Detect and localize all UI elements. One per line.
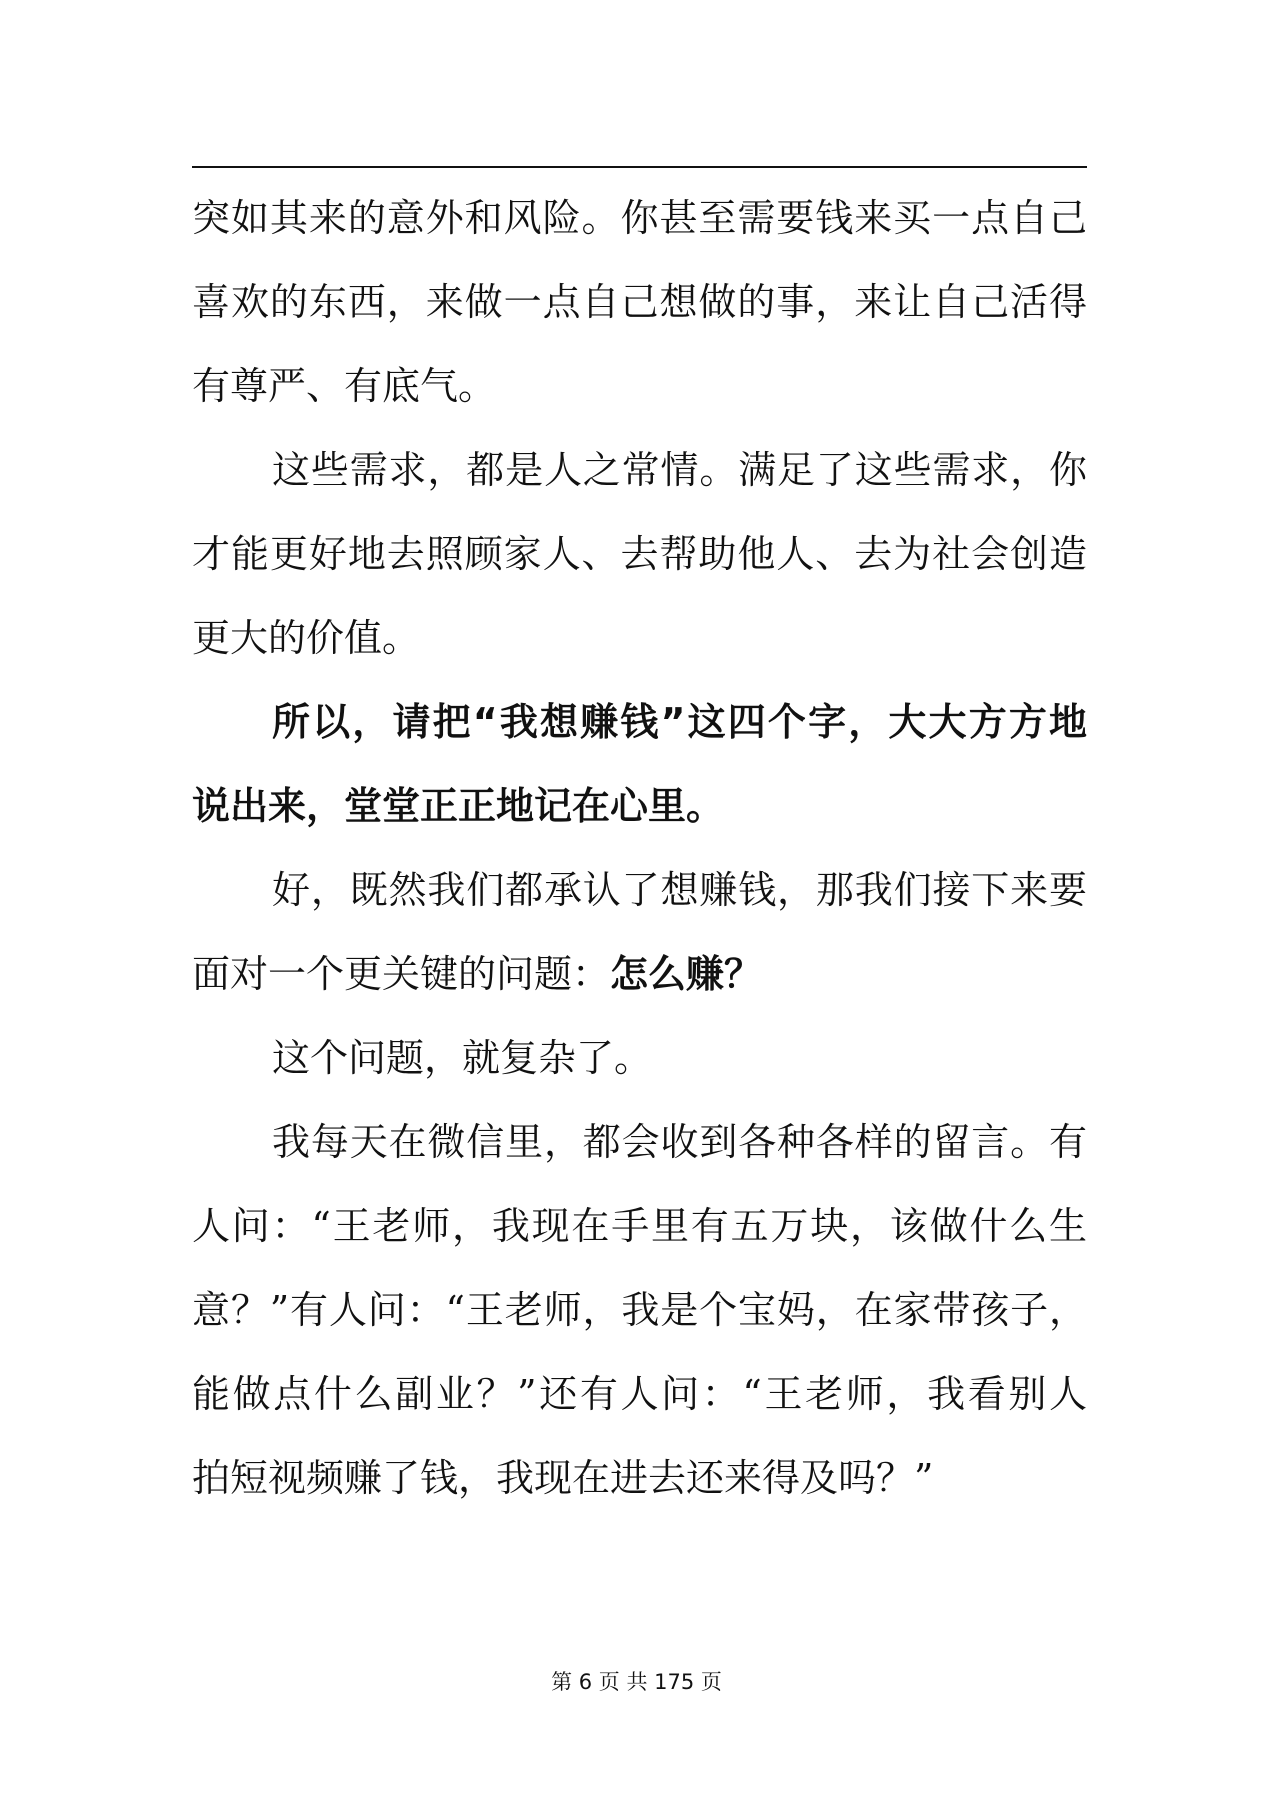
header-rule — [192, 166, 1087, 168]
text-line: 喜欢的东西，来做一点自己想做的事，来让自己活得 — [192, 280, 1087, 324]
page-footer: 第 6 页 共 175 页 — [551, 1670, 722, 1694]
text-line: 我每天在微信里，都会收到各种各样的留言。有 — [272, 1120, 1087, 1164]
text-line: 更大的价值。 — [192, 616, 421, 660]
text-line: 这些需求，都是人之常情。满足了这些需求，你 — [272, 448, 1087, 492]
text-line: 好，既然我们都承认了想赚钱，那我们接下来要 — [272, 868, 1087, 912]
emphasis-question: 怎么赚？ — [610, 952, 763, 996]
text-line: 意？”有人问：“王老师，我是个宝妈，在家带孩子， — [192, 1288, 1087, 1332]
bold-text-line: 所以，请把“我想赚钱”这四个字，大大方方地 — [272, 700, 1087, 744]
text-line: 这个问题，就复杂了。 — [272, 1036, 653, 1080]
body-text — [192, 176, 1087, 1520]
text-line: 人问：“王老师，我现在手里有五万块，该做什么生 — [192, 1204, 1087, 1248]
text-line-with-emphasis — [192, 932, 1087, 1016]
text-line: 有尊严、有底气。 — [192, 364, 497, 408]
text-line: 拍短视频赚了钱，我现在进去还来得及吗？” — [192, 1456, 934, 1500]
text-line: 能做点什么副业？”还有人问：“王老师，我看别人 — [192, 1372, 1087, 1416]
text-line: 突如其来的意外和风险。你甚至需要钱来买一点自己 — [192, 196, 1087, 240]
text-line-part: 面对一个更关键的问题： — [192, 952, 611, 996]
text-line: 才能更好地去照顾家人、去帮助他人、去为社会创造 — [192, 532, 1087, 576]
bold-text-line: 说出来，堂堂正正地记在心里。 — [192, 784, 725, 828]
